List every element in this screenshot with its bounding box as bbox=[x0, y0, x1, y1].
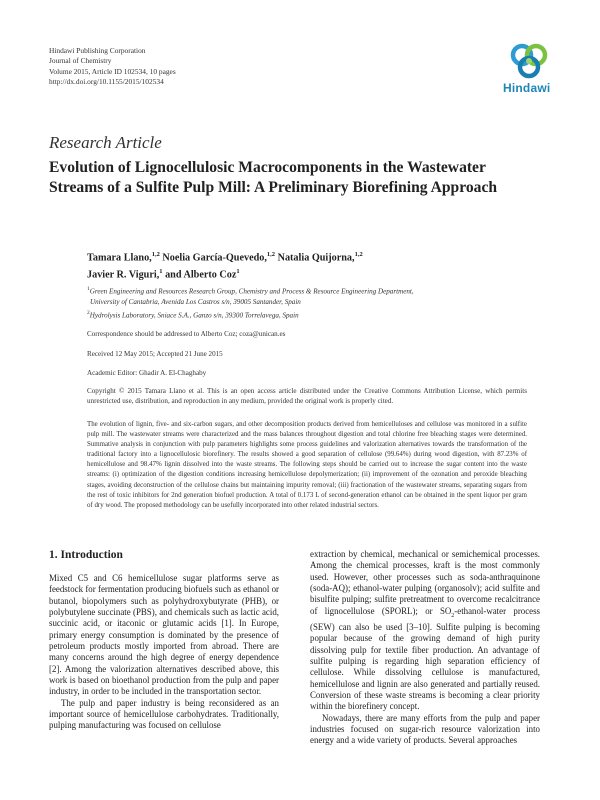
affiliation-1 bbox=[87, 284, 527, 297]
author-name[interactable]: Tamara Llano, bbox=[87, 252, 152, 264]
body-text: -ethanol-water process (SEW) can also be used [3–10]. Sulfite pulping is becoming popular because of the growing demand of high purity dissolving pulp for textile fiber production. An advantage of sulfite pulping is regarding high separation efficiency of cellulose. While dissolving cellulose is manufactured, hemicellulose and lignin are also generated and partially reused. Conversion of these waste streams is becoming a clear priority within the biorefinery concept. bbox=[310, 605, 540, 712]
publisher-name: Hindawi Publishing Corporation bbox=[49, 46, 146, 55]
body-column-left bbox=[49, 573, 279, 732]
affiliation-text: Hydrolysis Laboratory, Sniace S.A., Ganzo s/n, 39300 Torrelavega, Spain bbox=[89, 310, 299, 319]
journal-name: Journal of Chemistry bbox=[49, 56, 112, 66]
hindawi-logo-icon bbox=[506, 42, 552, 82]
affiliation-2 bbox=[87, 308, 527, 321]
author-affiliation-mark: 1,2 bbox=[354, 251, 363, 258]
hindawi-logo bbox=[500, 42, 560, 95]
body-column-right bbox=[310, 549, 540, 747]
correspondence: Correspondence should be addressed to Alberto Coz; coza@unican.es bbox=[87, 330, 286, 338]
body-paragraph: Nowadays, there are many efforts from the pulp and paper industries focused on sugar-rich resource valorization into energy and a wide variety of products. Several approaches bbox=[310, 712, 540, 746]
author-name[interactable]: Alberto Coz bbox=[183, 269, 237, 281]
author-affiliation-mark: 1 bbox=[236, 267, 240, 275]
subscript: 2 bbox=[451, 612, 455, 619]
body-paragraph: Mixed C5 and C6 hemicellulose sugar platforms serve as feedstock for fermentation producing biofuels such as ethanol or butanol, biopolymers such as polyhydroxybutyrate (PHB), or polybutylene succinate (PBS), and chemicals such as lactic acid, succinic acid, or itaconic or glutamic acids [1]. In Europe, primary energy consumption is dominated by the presence of petroleum products mostly imported from abroad. There are many concerns around the high degree of energy dependence [2]. Among the valorization alternatives described above, this work is based on bioethanol production from the pulp and paper industry, in order to be included in the transportation sector. bbox=[49, 573, 279, 697]
journal-info bbox=[49, 46, 176, 87]
body-paragraph: The pulp and paper industry is being reconsidered as an important source of hemicellulose carbohydrates. Traditionally, pulping manufacturing was focused on cellulose bbox=[49, 697, 279, 731]
logo-wordmark: Hindawi bbox=[503, 81, 551, 95]
article-title: Evolution of Lignocellulosic Macrocomponents in the Wastewater Streams of a Sulfite Pulp Mill: A Preliminary Biorefining Approach bbox=[49, 159, 498, 196]
author-affiliation-mark: 1,2 bbox=[266, 251, 276, 258]
academic-editor: Academic Editor: Ghadir A. El-Chaghaby bbox=[87, 369, 207, 377]
affiliation-text: Green Engineering and Resources Research Group, Chemistry and Process & Resource Engineering Department, bbox=[89, 287, 414, 296]
received-dates: Received 12 May 2015; Accepted 21 June 2015 bbox=[87, 350, 223, 358]
affiliations bbox=[87, 284, 527, 321]
author-name[interactable]: Noelia García-Quevedo, bbox=[162, 252, 267, 264]
article-type: Research Article bbox=[49, 133, 162, 152]
author-affiliation-mark: 1,2 bbox=[151, 251, 160, 258]
section-heading-introduction: 1. Introduction bbox=[49, 549, 123, 561]
volume-info: Volume 2015, Article ID 102534, 10 pages bbox=[49, 66, 176, 76]
abstract: The evolution of lignin, five- and six-carbon sugars, and other decomposition products derived from hemicelluloses and cellulose was monitored in a sulfite pulp mill. The wastewater streams were characterized and the mass balances throughout digestion and total chlorine free bleaching stages were determined. Summative analysis in conjunction with pulp parameters highlights some process guidelines and valorization alternatives towards the transformation of the traditional factory into a lignocellulosic biorefinery. The results showed a good separation of cellulose (99.64%) during wood digestion, with 87.23% of hemicellulose and 98.47% lignin dissolved into the waste streams. The following steps should be carried out to increase the sugar content into the waste streams: (i) optimization of the digestion conditions increasing hemicellulose depolymerization; (ii) improvement of the ozonation and peroxide bleaching stages, avoiding deconstruction of the cellulose chains but maintaining impurity removal; (iii) fractionation of the wastewater streams, separating sugars from the rest of toxic inhibitors for 2nd generation biofuel production. A total of 0.173 L of second-generation ethanol can be obtained in the spent liquor per gram of dry wood. The proposed methodology can be usefully incorporated into other related industrial sectors. bbox=[87, 421, 527, 509]
author-name[interactable]: Natalia Quijorna, bbox=[277, 252, 355, 264]
author-conjunction: and bbox=[165, 269, 182, 281]
copyright-notice: Copyright © 2015 Tamara Llano et al. This is an open access article distributed under the Creative Commons Attribution License, which permits unrestricted use, distribution, and reproduction in any medium, provided the original work is properly cited. bbox=[87, 387, 527, 406]
affiliation-number: 1 bbox=[87, 286, 90, 292]
author-affiliation-mark: 1 bbox=[159, 267, 163, 275]
author-name[interactable]: Javier R. Viguri, bbox=[87, 269, 160, 281]
body-text: extraction by chemical, mechanical or semichemical processes. Among the chemical processes, kraft is the most commonly used. However, other processes such as soda-anthraquinone (soda-AQ); ethanol-water pulping (organosolv); acid sulfite and bisulfite pulping; sulfite pretreatment to overcome recalcitrance of lignocellulose (SPORL); or SO bbox=[310, 549, 540, 616]
doi-link[interactable]: http://dx.doi.org/10.1155/2015/102534 bbox=[49, 76, 164, 86]
author-list bbox=[87, 248, 527, 282]
affiliation-number: 2 bbox=[87, 309, 90, 316]
affiliation-1-continued: University of Cantabria, Avenida Los Castros s/n, 39005 Santander, Spain bbox=[90, 297, 301, 306]
body-paragraph bbox=[310, 549, 540, 713]
